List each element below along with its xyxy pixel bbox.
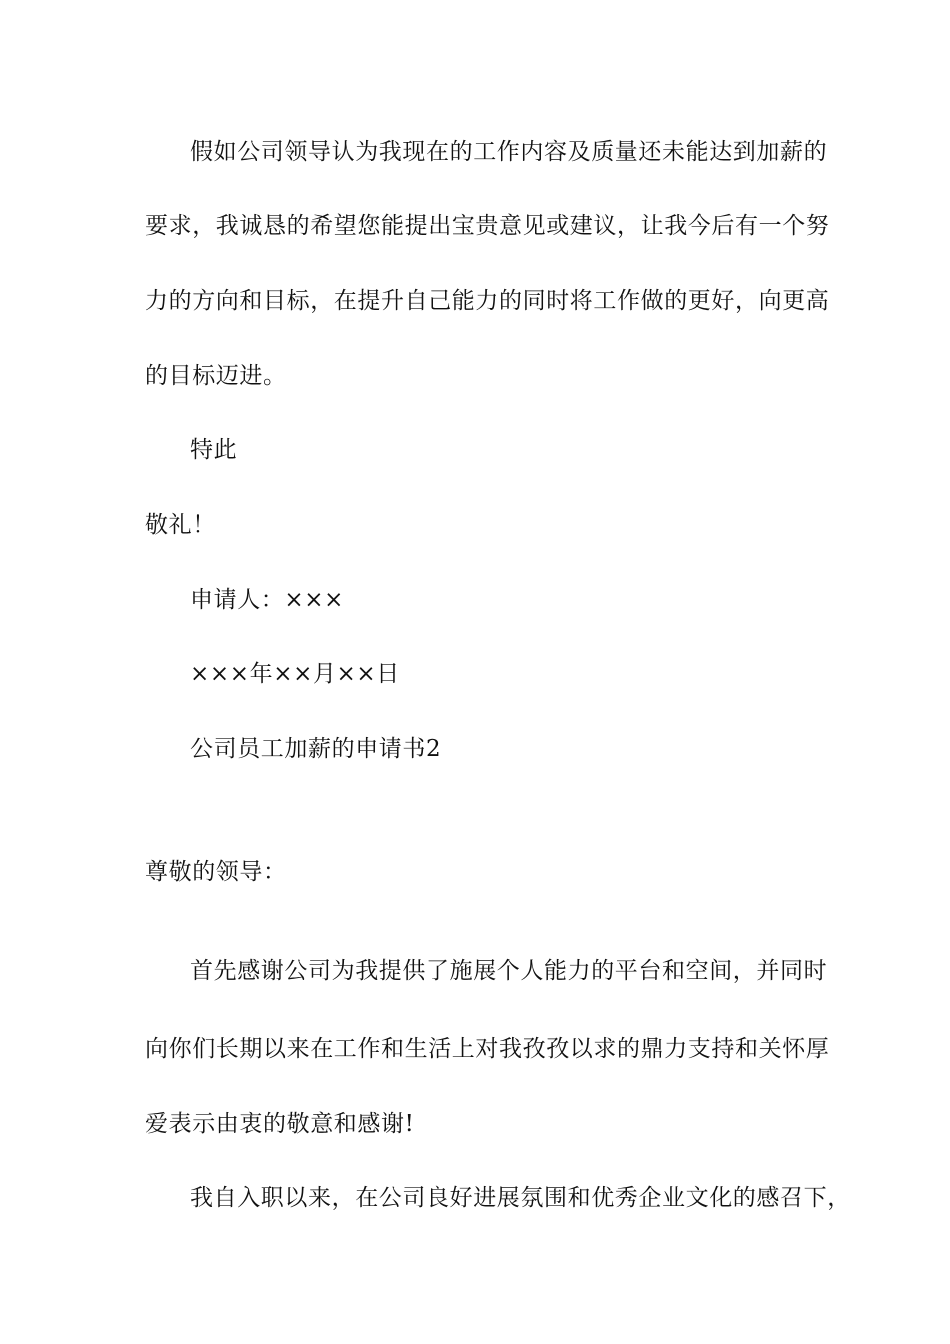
paragraph-line-8: 我自入职以来，在公司良好进展氛围和优秀企业文化的感召下，	[190, 1185, 851, 1211]
section-title: 公司员工加薪的申请书2	[190, 736, 442, 762]
paragraph-line-1: 假如公司领导认为我现在的工作内容及质量还未能达到加薪的	[190, 139, 828, 165]
salutation: 尊敬的领导：	[145, 859, 287, 885]
applicant-signature: 申请人：×××	[190, 587, 345, 613]
closing-special: 特此	[190, 437, 238, 463]
paragraph-line-5: 首先感谢公司为我提供了施展个人能力的平台和空间，并同时	[190, 958, 828, 984]
paragraph-line-3: 力的方向和目标，在提升自己能力的同时将工作做的更好，向更高	[145, 288, 830, 314]
paragraph-line-6: 向你们长期以来在工作和生活上对我孜孜以求的鼎力支持和关怀厚	[145, 1036, 830, 1062]
paragraph-line-7: 爱表示由衷的敬意和感谢!	[145, 1111, 415, 1137]
signature-date: ×××年××月××日	[190, 661, 400, 687]
closing-salute: 敬礼！	[145, 512, 216, 538]
paragraph-line-2: 要求，我诚恳的希望您能提出宝贵意见或建议，让我今后有一个努	[145, 213, 830, 239]
paragraph-line-4: 的目标迈进。	[145, 363, 287, 389]
